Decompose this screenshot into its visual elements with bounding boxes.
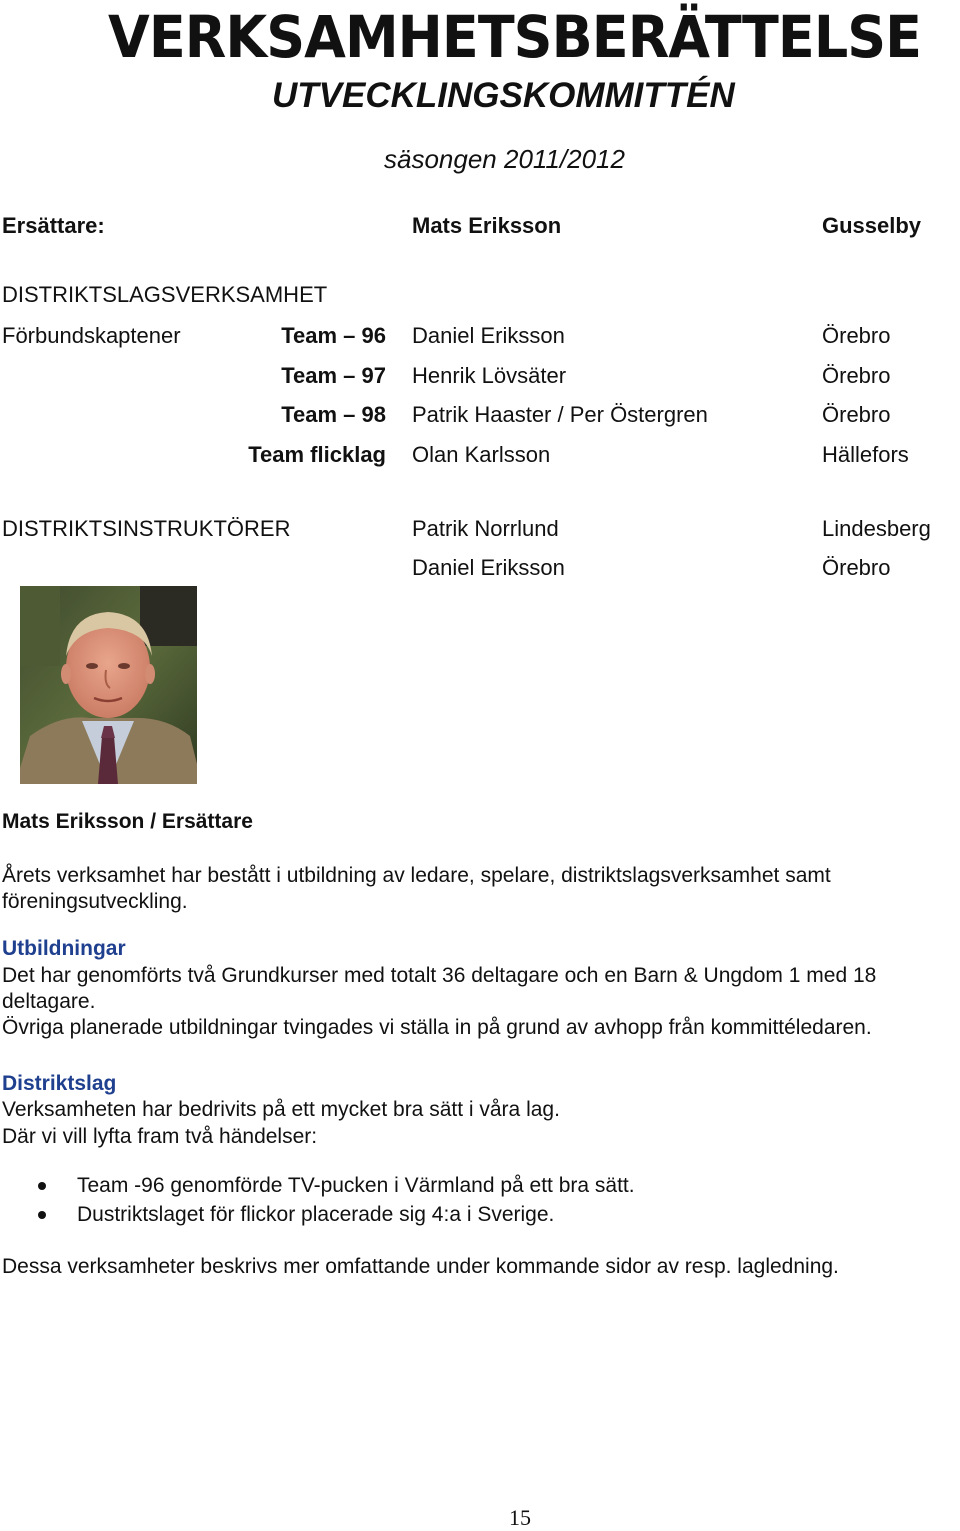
season-text: säsongen 2011/2012	[384, 144, 625, 174]
team-97-coach: Henrik Lövsäter	[412, 363, 567, 388]
team-girls-label: Team flicklag	[248, 442, 386, 467]
role-label: Förbundskaptener	[2, 323, 181, 348]
team-96-label: Team – 96	[281, 323, 386, 348]
team-96-coach: Daniel Eriksson	[412, 323, 565, 348]
instructor-2-city: Örebro	[822, 555, 891, 580]
team-girls-city: Hällefors	[822, 442, 909, 467]
page-number: 15	[509, 1505, 531, 1530]
list-item-text: Team -96 genomförde TV-pucken i Värmland på ett bra sätt.	[77, 1174, 635, 1197]
education-heading: Utbildningar	[2, 937, 126, 960]
substitute-club: Gusselby	[822, 213, 922, 238]
instructor-1-city: Lindesberg	[822, 516, 931, 541]
list-item	[0, 1200, 635, 1229]
document-title: VERKSAMHETSBERÄTTELSE	[108, 3, 922, 71]
team-98-label: Team – 98	[281, 402, 386, 427]
bullet-icon	[38, 1182, 46, 1190]
portrait-illustration	[20, 586, 197, 784]
document-subtitle: UTVECKLINGSKOMMITTÉN	[272, 76, 735, 115]
substitute-name: Mats Eriksson	[412, 213, 562, 238]
district-team-text-1: Verksamheten har bedrivits på ett mycket bra sätt i våra lag.	[2, 1098, 560, 1121]
team-98-coach: Patrik Haaster / Per Östergren	[412, 402, 708, 427]
intro-paragraph: Årets verksamhet har bestått i utbildning av ledare, spelare, distriktslagsverksamhet samt föreningsutveckling.	[2, 864, 831, 913]
team-97-city: Örebro	[822, 363, 891, 388]
bullet-icon	[38, 1211, 46, 1219]
team-96-city: Örebro	[822, 323, 891, 348]
instructor-1-name: Patrik Norrlund	[412, 516, 559, 541]
events-list	[0, 1171, 635, 1229]
instructor-2-name: Daniel Eriksson	[412, 555, 565, 580]
portrait-photo	[20, 586, 197, 784]
education-paragraph: Det har genomförts två Grundkurser med totalt 36 deltagare och en Barn & Ungdom 1 med 18 deltagare.	[2, 964, 877, 1013]
education-paragraph-2: Övriga planerade utbildningar tvingades vi ställa in på grund av avhopp från kommittéledaren.	[2, 1016, 872, 1039]
closing-paragraph: Dessa verksamheter beskrivs mer omfattande under kommande sidor av resp. lagledning.	[2, 1255, 839, 1278]
substitute-label: Ersättare:	[2, 213, 105, 238]
instructors-heading: DISTRIKTSINSTRUKTÖRER	[2, 516, 291, 541]
district-team-text-2: Där vi vill lyfta fram två händelser:	[2, 1125, 318, 1148]
photo-caption: Mats Eriksson / Ersättare	[2, 810, 253, 833]
team-girls-coach: Olan Karlsson	[412, 442, 551, 467]
list-item	[0, 1171, 635, 1200]
list-item-text: Dustriktslaget för flickor placerade sig 4:a i Sverige.	[77, 1203, 555, 1226]
team-98-city: Örebro	[822, 402, 891, 427]
district-team-heading: Distriktslag	[2, 1072, 117, 1095]
district-heading: DISTRIKTSLAGSVERKSAMHET	[2, 282, 328, 307]
team-97-label: Team – 97	[281, 363, 386, 388]
